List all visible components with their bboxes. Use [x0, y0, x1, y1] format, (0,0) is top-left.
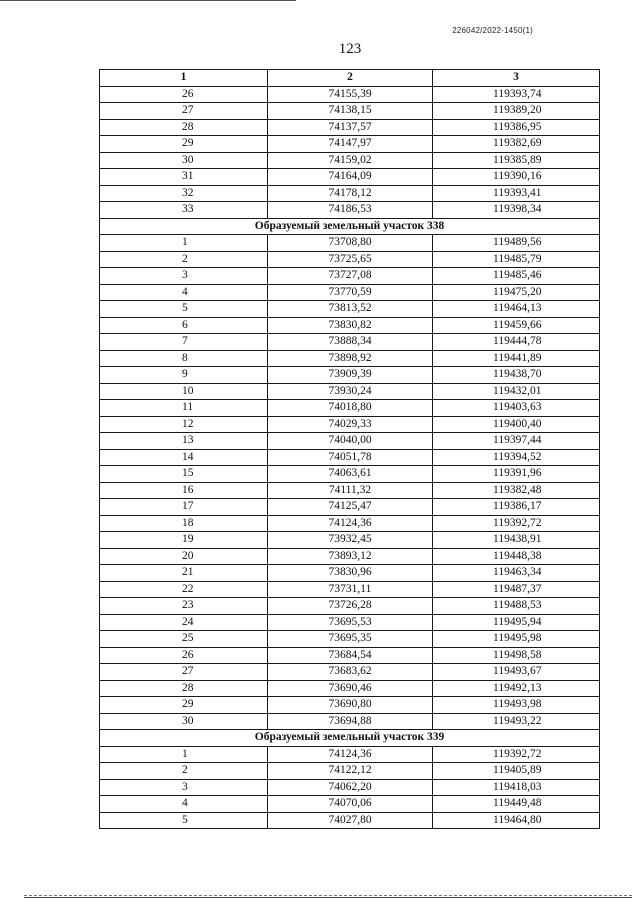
coordinate-x: 73909,39 [268, 367, 433, 384]
coordinate-y: 119386,17 [433, 499, 600, 516]
coordinate-x: 73690,46 [268, 680, 433, 697]
point-number: 1 [100, 235, 268, 252]
coordinate-y: 119495,94 [433, 614, 600, 631]
header-col3: 3 [433, 70, 600, 87]
coordinate-y: 119438,91 [433, 532, 600, 549]
coordinate-y: 119382,48 [433, 482, 600, 499]
coordinate-y: 119393,41 [433, 185, 600, 202]
point-number: 24 [100, 614, 268, 631]
table-row [100, 169, 600, 186]
coordinate-x: 74062,20 [268, 779, 433, 796]
table-row [100, 433, 600, 450]
coordinate-x: 74137,57 [268, 119, 433, 136]
point-number: 20 [100, 548, 268, 565]
table-row [100, 284, 600, 301]
coordinate-x: 74186,53 [268, 202, 433, 219]
point-number: 30 [100, 713, 268, 730]
coordinate-y: 119394,52 [433, 449, 600, 466]
point-number: 4 [100, 796, 268, 813]
coordinate-x: 73932,45 [268, 532, 433, 549]
coordinate-y: 119448,38 [433, 548, 600, 565]
coordinate-x: 73683,62 [268, 664, 433, 681]
point-number: 33 [100, 202, 268, 219]
document-number: 226042/2022-1450(1) [452, 26, 533, 35]
point-number: 29 [100, 697, 268, 714]
coordinate-x: 73726,28 [268, 598, 433, 615]
coordinate-x: 73930,24 [268, 383, 433, 400]
point-number: 3 [100, 268, 268, 285]
table-row [100, 152, 600, 169]
table-row [100, 779, 600, 796]
table-row [100, 449, 600, 466]
table-row [100, 713, 600, 730]
coordinate-y: 119382,69 [433, 136, 600, 153]
table-row [100, 482, 600, 499]
bottom-rule [24, 895, 632, 896]
point-number: 8 [100, 350, 268, 367]
coordinate-x: 74027,80 [268, 812, 433, 829]
point-number: 4 [100, 284, 268, 301]
table-row [100, 647, 600, 664]
coordinate-y: 119493,67 [433, 664, 600, 681]
table-row [100, 631, 600, 648]
point-number: 26 [100, 647, 268, 664]
point-number: 17 [100, 499, 268, 516]
header-col1: 1 [100, 70, 268, 87]
coordinate-y: 119489,56 [433, 235, 600, 252]
table-row [100, 317, 600, 334]
coordinate-x: 74138,15 [268, 103, 433, 120]
top-rule [0, 0, 296, 1]
coordinate-y: 119487,37 [433, 581, 600, 598]
coordinate-y: 119485,46 [433, 268, 600, 285]
section-title: Образуемый земельный участок 338 [100, 218, 600, 235]
coordinate-x: 74051,78 [268, 449, 433, 466]
table-row [100, 367, 600, 384]
coordinate-x: 74159,02 [268, 152, 433, 169]
coordinate-y: 119418,03 [433, 779, 600, 796]
table-row [100, 664, 600, 681]
coordinate-y: 119444,78 [433, 334, 600, 351]
coordinate-y: 119493,98 [433, 697, 600, 714]
coordinate-x: 73690,80 [268, 697, 433, 714]
table-row [100, 334, 600, 351]
point-number: 29 [100, 136, 268, 153]
coordinate-x: 73830,96 [268, 565, 433, 582]
point-number: 2 [100, 251, 268, 268]
table-row [100, 763, 600, 780]
table-row [100, 185, 600, 202]
page-number: 123 [338, 41, 362, 57]
point-number: 25 [100, 631, 268, 648]
coordinate-y: 119397,44 [433, 433, 600, 450]
coordinate-y: 119393,74 [433, 86, 600, 103]
coordinate-x: 74164,09 [268, 169, 433, 186]
coordinate-x: 74178,12 [268, 185, 433, 202]
coordinate-x: 73813,52 [268, 301, 433, 318]
point-number: 5 [100, 301, 268, 318]
coordinate-x: 74111,32 [268, 482, 433, 499]
coordinate-x: 74124,36 [268, 515, 433, 532]
coordinate-y: 119492,13 [433, 680, 600, 697]
table-row [100, 416, 600, 433]
point-number: 2 [100, 763, 268, 780]
point-number: 32 [100, 185, 268, 202]
coordinate-x: 73695,35 [268, 631, 433, 648]
point-number: 6 [100, 317, 268, 334]
table-row [100, 119, 600, 136]
point-number: 18 [100, 515, 268, 532]
coordinates-table-container [99, 69, 599, 829]
table-row [100, 515, 600, 532]
coordinate-y: 119498,58 [433, 647, 600, 664]
coordinate-x: 73830,82 [268, 317, 433, 334]
table-row [100, 202, 600, 219]
table-row [100, 532, 600, 549]
point-number: 21 [100, 565, 268, 582]
coordinate-x: 73888,34 [268, 334, 433, 351]
coordinate-x: 73695,53 [268, 614, 433, 631]
coordinate-x: 74018,80 [268, 400, 433, 417]
table-row [100, 598, 600, 615]
coordinate-y: 119485,79 [433, 251, 600, 268]
point-number: 11 [100, 400, 268, 417]
point-number: 3 [100, 779, 268, 796]
coordinate-y: 119386,95 [433, 119, 600, 136]
point-number: 10 [100, 383, 268, 400]
point-number: 7 [100, 334, 268, 351]
point-number: 22 [100, 581, 268, 598]
point-number: 30 [100, 152, 268, 169]
coordinate-x: 73898,92 [268, 350, 433, 367]
point-number: 27 [100, 664, 268, 681]
table-row [100, 796, 600, 813]
coordinate-y: 119405,89 [433, 763, 600, 780]
coordinate-y: 119432,01 [433, 383, 600, 400]
bottom-rule-solid [24, 897, 632, 898]
table-row [100, 581, 600, 598]
table-row [100, 697, 600, 714]
coordinate-x: 73708,80 [268, 235, 433, 252]
coordinate-x: 74040,00 [268, 433, 433, 450]
point-number: 27 [100, 103, 268, 120]
coordinate-y: 119400,40 [433, 416, 600, 433]
point-number: 16 [100, 482, 268, 499]
coordinate-y: 119464,80 [433, 812, 600, 829]
coordinate-x: 73727,08 [268, 268, 433, 285]
table-row [100, 350, 600, 367]
section-title: Образуемый земельный участок 339 [100, 730, 600, 747]
point-number: 19 [100, 532, 268, 549]
point-number: 9 [100, 367, 268, 384]
coordinate-x: 74155,39 [268, 86, 433, 103]
coordinate-y: 119392,72 [433, 746, 600, 763]
table-row [100, 268, 600, 285]
table-row [100, 251, 600, 268]
coordinate-x: 74147,97 [268, 136, 433, 153]
table-row [100, 548, 600, 565]
coordinate-x: 73725,65 [268, 251, 433, 268]
coordinate-y: 119488,53 [433, 598, 600, 615]
table-row [100, 235, 600, 252]
coordinate-y: 119475,20 [433, 284, 600, 301]
coordinate-x: 73770,59 [268, 284, 433, 301]
point-number: 23 [100, 598, 268, 615]
point-number: 28 [100, 680, 268, 697]
coordinate-y: 119390,16 [433, 169, 600, 186]
coordinate-y: 119441,89 [433, 350, 600, 367]
coordinate-y: 119403,63 [433, 400, 600, 417]
table-row [100, 565, 600, 582]
coordinate-x: 74029,33 [268, 416, 433, 433]
table-row [100, 103, 600, 120]
table-row [100, 383, 600, 400]
table-row [100, 301, 600, 318]
coordinate-y: 119495,98 [433, 631, 600, 648]
table-row [100, 499, 600, 516]
table-row [100, 466, 600, 483]
coordinate-x: 74124,36 [268, 746, 433, 763]
point-number: 14 [100, 449, 268, 466]
point-number: 26 [100, 86, 268, 103]
table-row [100, 680, 600, 697]
table-row [100, 136, 600, 153]
table-row [100, 86, 600, 103]
point-number: 28 [100, 119, 268, 136]
table-row [100, 812, 600, 829]
coordinate-x: 74070,06 [268, 796, 433, 813]
point-number: 1 [100, 746, 268, 763]
section-header-row [100, 730, 600, 747]
coordinate-x: 74063,61 [268, 466, 433, 483]
coordinate-y: 119438,70 [433, 367, 600, 384]
point-number: 13 [100, 433, 268, 450]
coordinate-x: 73694,88 [268, 713, 433, 730]
coordinate-y: 119493,22 [433, 713, 600, 730]
point-number: 31 [100, 169, 268, 186]
coordinate-y: 119463,34 [433, 565, 600, 582]
coordinate-x: 73684,54 [268, 647, 433, 664]
table-row [100, 746, 600, 763]
coordinate-x: 73893,12 [268, 548, 433, 565]
coordinate-y: 119391,96 [433, 466, 600, 483]
coordinate-y: 119389,20 [433, 103, 600, 120]
table-row [100, 400, 600, 417]
table-row [100, 614, 600, 631]
coordinate-y: 119385,89 [433, 152, 600, 169]
coordinate-x: 73731,11 [268, 581, 433, 598]
coordinate-y: 119398,34 [433, 202, 600, 219]
header-col2: 2 [268, 70, 433, 87]
coordinate-x: 74122,12 [268, 763, 433, 780]
coordinates-table [99, 69, 600, 829]
coordinate-y: 119464,13 [433, 301, 600, 318]
coordinate-y: 119449,48 [433, 796, 600, 813]
point-number: 5 [100, 812, 268, 829]
table-body [100, 86, 600, 829]
table-header-row [100, 70, 600, 87]
coordinate-x: 74125,47 [268, 499, 433, 516]
point-number: 15 [100, 466, 268, 483]
section-header-row [100, 218, 600, 235]
coordinate-y: 119392,72 [433, 515, 600, 532]
point-number: 12 [100, 416, 268, 433]
coordinate-y: 119459,66 [433, 317, 600, 334]
